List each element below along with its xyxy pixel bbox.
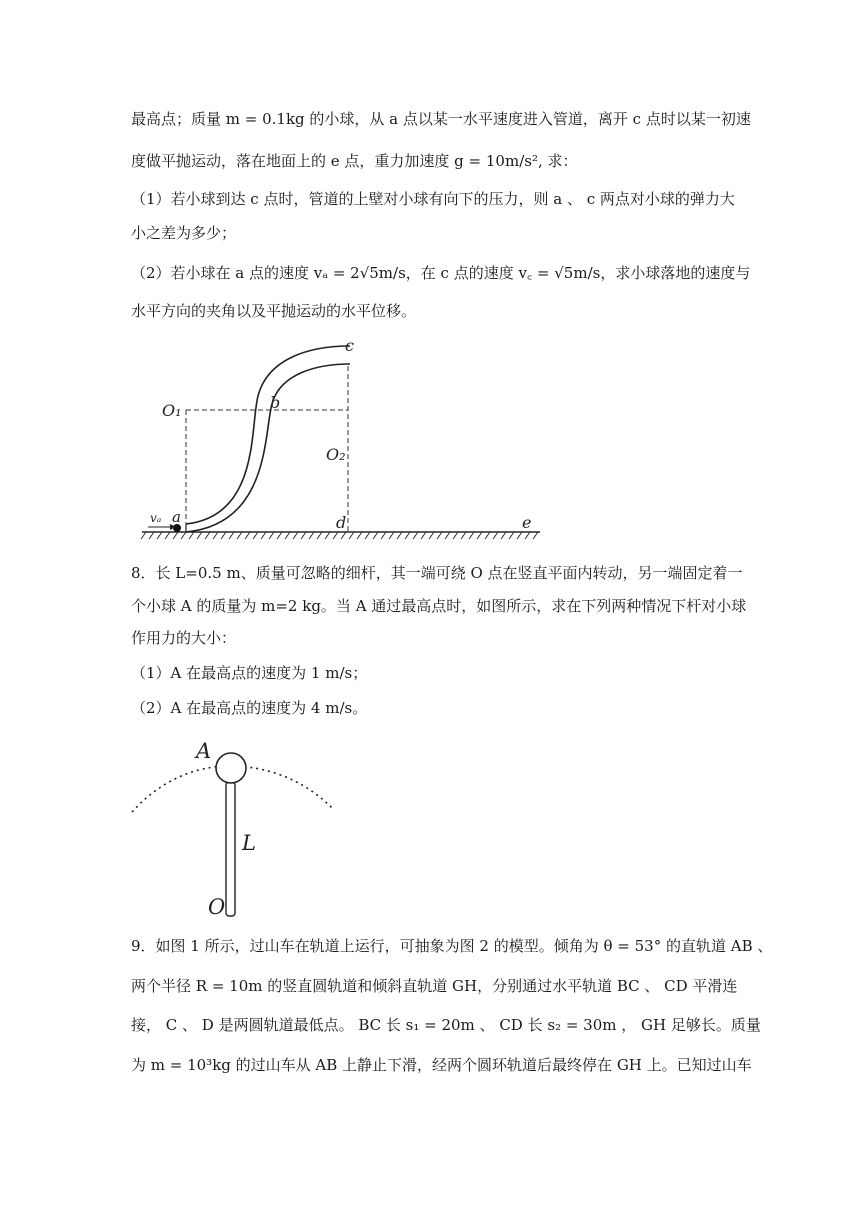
label-e: e xyxy=(522,513,532,532)
label-A: A xyxy=(196,739,212,763)
q7-text-line-1: 最高点；质量 m = 0.1kg 的小球，从 a 点以某一水平速度进入管道，离开 c 点时以某一初速 xyxy=(131,110,751,128)
label-b: b xyxy=(270,393,281,412)
q8-text-line-1: 8．长 L=0.5 m、质量可忽略的细杆，其一端可绕 O 点在竖直平面内转动，另一端固定着一 xyxy=(131,564,743,582)
q7-part1-line-2: 小之差为多少； xyxy=(131,224,237,242)
q8-text-line-2: 个小球 A 的质量为 m=2 kg。当 A 通过最高点时，如图所示，求在下列两种情况下杆对小球 xyxy=(131,597,747,615)
q8-text-line-3: 作用力的大小： xyxy=(131,629,237,647)
q8-part2: （2）A 在最高点的速度为 4 m/s。 xyxy=(131,699,368,717)
q7-tube-figure xyxy=(140,336,560,546)
q9-text-line-3: 接， C 、 D 是两圆轨道最低点。 BC 长 s₁ = 20m 、 CD 长 s₂ = 30m ， GH 足够长。质量 xyxy=(131,1016,761,1034)
label-L: L xyxy=(242,831,256,855)
label-d: d xyxy=(336,513,347,532)
q9-text-line-4: 为 m = 10³kg 的过山车从 AB 上静止下滑，经两个圆环轨道后最终停在 GH 上。已知过山车 xyxy=(131,1056,752,1074)
label-O: O xyxy=(208,895,226,919)
label-va: vₐ xyxy=(150,511,162,525)
label-o2: O₂ xyxy=(326,445,346,464)
q7-text-line-2: 度做平抛运动，落在地面上的 e 点，重力加速度 g = 10m/s², 求： xyxy=(131,152,578,170)
label-a: a xyxy=(172,508,181,526)
q7-part2-line-1: （2）若小球在 a 点的速度 vₐ = 2√5m/s，在 c 点的速度 v꜀ = √5m/s，求小球落地的速度与 xyxy=(131,264,751,282)
q9-text-line-1: 9．如图 1 所示，过山车在轨道上运行，可抽象为图 2 的模型。倾角为 θ = 53° 的直轨道 AB 、 xyxy=(131,937,773,955)
q9-text-line-2: 两个半径 R = 10m 的竖直圆轨道和倾斜直轨道 GH，分别通过水平轨道 BC 、 CD 平滑连 xyxy=(131,977,738,995)
q8-part1: （1）A 在最高点的速度为 1 m/s； xyxy=(131,664,368,682)
q7-part2-line-2: 水平方向的夹角以及平抛运动的水平位移。 xyxy=(131,302,417,320)
q7-part1-line-1: （1）若小球到达 c 点时，管道的上壁对小球有向下的压力，则 a 、 c 两点对小球的弹力大 xyxy=(131,190,735,208)
label-o1: O₁ xyxy=(162,401,182,420)
label-c: c xyxy=(345,336,354,355)
q8-rod-figure xyxy=(128,732,348,922)
